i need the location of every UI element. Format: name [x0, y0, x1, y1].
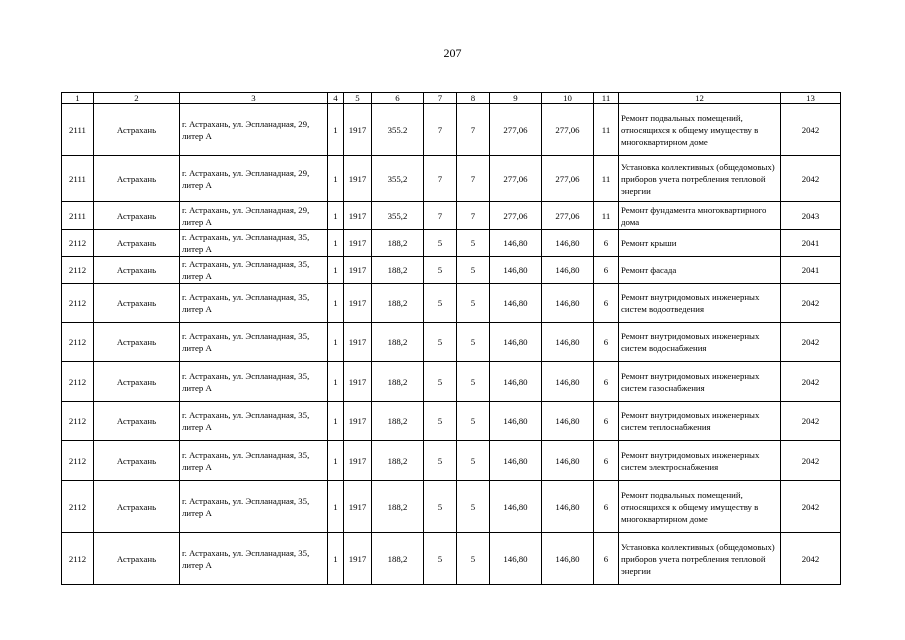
cell-col8: 5: [457, 284, 490, 323]
cell-year-built: 1917: [344, 284, 372, 323]
cell-col6: 355,2: [372, 156, 424, 202]
column-number: 6: [372, 93, 424, 104]
cell-address: г. Астрахань, ул. Эспланадная, 35, литер А: [180, 257, 328, 284]
table-row: [62, 402, 841, 441]
cell-col10: 146,80: [542, 402, 594, 441]
table-row: [62, 104, 841, 156]
column-number: 1: [62, 93, 94, 104]
cell-planned-year: 2042: [781, 402, 841, 441]
cell-col7: 5: [424, 230, 457, 257]
cell-col9: 146,80: [490, 323, 542, 362]
column-number: 7: [424, 93, 457, 104]
capital-repair-table: [61, 92, 841, 585]
table-row: [62, 323, 841, 362]
cell-col4: 1: [328, 402, 344, 441]
cell-col6: 188,2: [372, 230, 424, 257]
cell-work-type: Ремонт фундамента многоквартирного дома: [619, 202, 781, 230]
cell-city: Астрахань: [94, 323, 180, 362]
column-number-row: [62, 93, 841, 104]
cell-col10: 146,80: [542, 257, 594, 284]
column-number: 10: [542, 93, 594, 104]
cell-city: Астрахань: [94, 362, 180, 402]
cell-col7: 5: [424, 284, 457, 323]
cell-col4: 1: [328, 481, 344, 533]
cell-id: 2112: [62, 362, 94, 402]
cell-address: г. Астрахань, ул. Эспланадная, 35, литер А: [180, 402, 328, 441]
table-row: [62, 257, 841, 284]
cell-col9: 146,80: [490, 230, 542, 257]
cell-id: 2112: [62, 481, 94, 533]
cell-col11: 11: [594, 156, 619, 202]
cell-work-type: Ремонт внутридомовых инженерных систем газоснабжения: [619, 362, 781, 402]
cell-planned-year: 2042: [781, 362, 841, 402]
cell-city: Астрахань: [94, 104, 180, 156]
cell-col4: 1: [328, 533, 344, 585]
cell-address: г. Астрахань, ул. Эспланадная, 35, литер А: [180, 481, 328, 533]
column-number: 2: [94, 93, 180, 104]
cell-col11: 6: [594, 323, 619, 362]
cell-work-type: Ремонт внутридомовых инженерных систем водоотведения: [619, 284, 781, 323]
cell-col7: 7: [424, 202, 457, 230]
column-number: 12: [619, 93, 781, 104]
cell-col6: 355.2: [372, 104, 424, 156]
cell-address: г. Астрахань, ул. Эспланадная, 29, литер А: [180, 156, 328, 202]
cell-address: г. Астрахань, ул. Эспланадная, 35, литер А: [180, 362, 328, 402]
cell-col11: 6: [594, 284, 619, 323]
cell-col6: 188,2: [372, 257, 424, 284]
cell-col6: 188,2: [372, 402, 424, 441]
cell-city: Астрахань: [94, 481, 180, 533]
cell-col7: 5: [424, 533, 457, 585]
table-row: [62, 156, 841, 202]
cell-year-built: 1917: [344, 441, 372, 481]
cell-col10: 277,06: [542, 202, 594, 230]
cell-col7: 7: [424, 104, 457, 156]
cell-work-type: Ремонт внутридомовых инженерных систем водоснабжения: [619, 323, 781, 362]
column-number: 8: [457, 93, 490, 104]
cell-col4: 1: [328, 202, 344, 230]
cell-col8: 7: [457, 156, 490, 202]
cell-year-built: 1917: [344, 533, 372, 585]
cell-col11: 6: [594, 402, 619, 441]
cell-col9: 146,80: [490, 362, 542, 402]
cell-city: Астрахань: [94, 230, 180, 257]
cell-id: 2112: [62, 323, 94, 362]
cell-col4: 1: [328, 284, 344, 323]
cell-col7: 5: [424, 441, 457, 481]
cell-work-type: Установка коллективных (общедомовых) приборов учета потребления тепловой энергии: [619, 156, 781, 202]
cell-city: Астрахань: [94, 441, 180, 481]
cell-planned-year: 2042: [781, 481, 841, 533]
cell-col4: 1: [328, 104, 344, 156]
cell-col6: 188,2: [372, 323, 424, 362]
cell-city: Астрахань: [94, 257, 180, 284]
cell-col10: 146,80: [542, 230, 594, 257]
cell-col11: 6: [594, 481, 619, 533]
cell-col9: 146,80: [490, 284, 542, 323]
cell-col11: 6: [594, 362, 619, 402]
cell-col10: 146,80: [542, 362, 594, 402]
cell-col7: 5: [424, 402, 457, 441]
cell-work-type: Ремонт внутридомовых инженерных систем электроснабжения: [619, 441, 781, 481]
cell-col9: 277,06: [490, 104, 542, 156]
cell-year-built: 1917: [344, 323, 372, 362]
cell-year-built: 1917: [344, 362, 372, 402]
cell-address: г. Астрахань, ул. Эспланадная, 35, литер А: [180, 323, 328, 362]
cell-col10: 146,80: [542, 481, 594, 533]
cell-col11: 6: [594, 533, 619, 585]
cell-planned-year: 2041: [781, 257, 841, 284]
cell-col11: 11: [594, 202, 619, 230]
table-row: [62, 284, 841, 323]
column-number: 11: [594, 93, 619, 104]
cell-address: г. Астрахань, ул. Эспланадная, 35, литер А: [180, 230, 328, 257]
cell-col9: 277,06: [490, 202, 542, 230]
cell-address: г. Астрахань, ул. Эспланадная, 29, литер А: [180, 104, 328, 156]
cell-id: 2112: [62, 533, 94, 585]
cell-planned-year: 2042: [781, 533, 841, 585]
cell-id: 2112: [62, 441, 94, 481]
cell-col8: 5: [457, 323, 490, 362]
cell-year-built: 1917: [344, 402, 372, 441]
cell-col6: 355,2: [372, 202, 424, 230]
table-row: [62, 533, 841, 585]
cell-col8: 5: [457, 402, 490, 441]
cell-col7: 5: [424, 323, 457, 362]
cell-id: 2112: [62, 402, 94, 441]
cell-planned-year: 2042: [781, 323, 841, 362]
cell-col9: 146,80: [490, 533, 542, 585]
cell-planned-year: 2042: [781, 156, 841, 202]
cell-id: 2112: [62, 257, 94, 284]
cell-address: г. Астрахань, ул. Эспланадная, 29, литер А: [180, 202, 328, 230]
cell-planned-year: 2042: [781, 104, 841, 156]
cell-col10: 146,80: [542, 284, 594, 323]
cell-col10: 146,80: [542, 323, 594, 362]
page-number: 207: [443, 46, 462, 60]
cell-col9: 146,80: [490, 257, 542, 284]
cell-col9: 146,80: [490, 441, 542, 481]
cell-planned-year: 2043: [781, 202, 841, 230]
cell-col4: 1: [328, 323, 344, 362]
cell-col7: 5: [424, 481, 457, 533]
cell-col8: 5: [457, 481, 490, 533]
cell-col6: 188,2: [372, 533, 424, 585]
cell-col8: 7: [457, 202, 490, 230]
cell-id: 2112: [62, 230, 94, 257]
cell-col4: 1: [328, 230, 344, 257]
cell-work-type: Ремонт подвальных помещений, относящихся к общему имуществу в многоквартирном доме: [619, 481, 781, 533]
cell-col9: 146,80: [490, 481, 542, 533]
cell-col8: 5: [457, 533, 490, 585]
table-row: [62, 441, 841, 481]
cell-col7: 5: [424, 257, 457, 284]
cell-city: Астрахань: [94, 202, 180, 230]
cell-col10: 146,80: [542, 533, 594, 585]
cell-col9: 277,06: [490, 156, 542, 202]
column-number: 4: [328, 93, 344, 104]
cell-id: 2111: [62, 202, 94, 230]
cell-year-built: 1917: [344, 230, 372, 257]
cell-col4: 1: [328, 156, 344, 202]
cell-col6: 188,2: [372, 362, 424, 402]
cell-col10: 277,06: [542, 104, 594, 156]
cell-col7: 5: [424, 362, 457, 402]
cell-col11: 6: [594, 230, 619, 257]
cell-address: г. Астрахань, ул. Эспланадная, 35, литер А: [180, 533, 328, 585]
cell-col10: 277,06: [542, 156, 594, 202]
cell-work-type: Ремонт подвальных помещений, относящихся к общему имуществу в многоквартирном доме: [619, 104, 781, 156]
column-number: 3: [180, 93, 328, 104]
cell-work-type: Ремонт внутридомовых инженерных систем теплоснабжения: [619, 402, 781, 441]
cell-col11: 11: [594, 104, 619, 156]
cell-col6: 188,2: [372, 284, 424, 323]
column-number: 5: [344, 93, 372, 104]
cell-year-built: 1917: [344, 156, 372, 202]
cell-col8: 5: [457, 362, 490, 402]
cell-planned-year: 2042: [781, 284, 841, 323]
table-row: [62, 202, 841, 230]
cell-col10: 146,80: [542, 441, 594, 481]
table-row: [62, 230, 841, 257]
column-number: 9: [490, 93, 542, 104]
cell-col11: 6: [594, 257, 619, 284]
cell-col7: 7: [424, 156, 457, 202]
cell-planned-year: 2041: [781, 230, 841, 257]
cell-id: 2111: [62, 156, 94, 202]
column-number: 13: [781, 93, 841, 104]
cell-address: г. Астрахань, ул. Эспланадная, 35, литер А: [180, 441, 328, 481]
cell-id: 2112: [62, 284, 94, 323]
cell-year-built: 1917: [344, 104, 372, 156]
cell-work-type: Ремонт фасада: [619, 257, 781, 284]
cell-col11: 6: [594, 441, 619, 481]
cell-year-built: 1917: [344, 257, 372, 284]
cell-col8: 5: [457, 441, 490, 481]
table-row: [62, 481, 841, 533]
cell-col4: 1: [328, 257, 344, 284]
cell-col6: 188,2: [372, 481, 424, 533]
cell-id: 2111: [62, 104, 94, 156]
cell-year-built: 1917: [344, 481, 372, 533]
cell-col4: 1: [328, 362, 344, 402]
cell-col4: 1: [328, 441, 344, 481]
cell-city: Астрахань: [94, 284, 180, 323]
cell-planned-year: 2042: [781, 441, 841, 481]
cell-col8: 5: [457, 257, 490, 284]
cell-col6: 188,2: [372, 441, 424, 481]
cell-city: Астрахань: [94, 156, 180, 202]
cell-year-built: 1917: [344, 202, 372, 230]
cell-city: Астрахань: [94, 402, 180, 441]
cell-work-type: Установка коллективных (общедомовых) приборов учета потребления тепловой энергии: [619, 533, 781, 585]
table-row: [62, 362, 841, 402]
cell-col9: 146,80: [490, 402, 542, 441]
cell-work-type: Ремонт крыши: [619, 230, 781, 257]
cell-col8: 7: [457, 104, 490, 156]
cell-city: Астрахань: [94, 533, 180, 585]
cell-address: г. Астрахань, ул. Эспланадная, 35, литер А: [180, 284, 328, 323]
cell-col8: 5: [457, 230, 490, 257]
